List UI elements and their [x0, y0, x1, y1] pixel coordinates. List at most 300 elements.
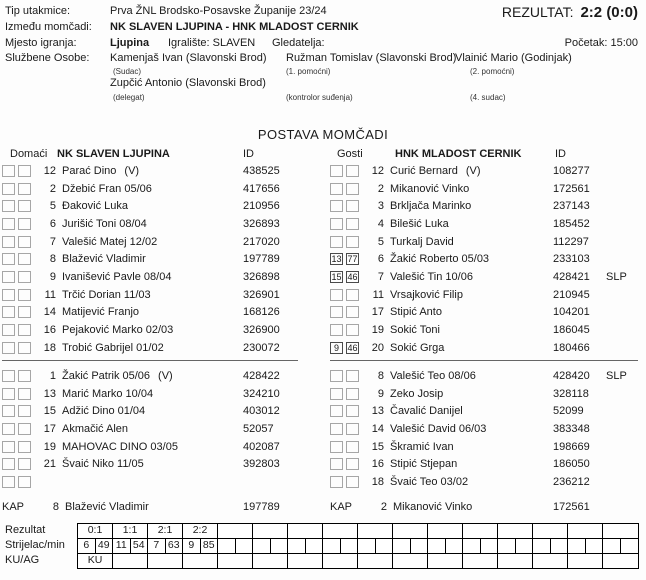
home-subs-list [2, 367, 302, 491]
sub-cell: 46 [347, 271, 358, 282]
player-name: Parać Dino [62, 164, 117, 177]
away-starters-list [330, 162, 642, 357]
sub-cell [2, 441, 15, 453]
sub-cell [18, 253, 31, 265]
player-id: 326893 [243, 217, 280, 230]
sub-cell [330, 218, 343, 230]
sub-cell [18, 370, 31, 382]
player-name: Valešić Tin 10/06 [390, 270, 473, 283]
sub-cell [18, 165, 31, 177]
sub-cell [18, 423, 31, 435]
player-id: 428420 [553, 369, 590, 382]
player-name: Brkljača Marinko [390, 200, 472, 213]
score-kuag-row [78, 554, 638, 568]
scorer-min-cell [288, 539, 306, 553]
player-id: 403012 [243, 405, 280, 418]
assistant2-role: (2. pomoćni) [470, 67, 515, 76]
away-captain-name: Mikanović Vinko [393, 500, 473, 513]
roster-row [330, 233, 642, 251]
sub-cell [2, 405, 15, 417]
player-id: 180466 [553, 341, 590, 354]
sub-cell [2, 183, 15, 195]
sub-cell [346, 476, 359, 488]
sub-cell [330, 370, 343, 382]
shirt-number: 17 [371, 306, 384, 319]
sub-cell [346, 370, 359, 382]
home-kap-label: KAP [2, 500, 25, 513]
player-name: Stipić Anto [390, 306, 442, 319]
player-name: Sokić Grga [390, 341, 445, 354]
result-label: REZULTAT: [501, 4, 574, 20]
kuag-cell [218, 554, 253, 568]
kickoff-time: Početak: 15:00 [564, 37, 638, 49]
player-id: 326900 [243, 324, 280, 337]
player-name: Sokić Toni [390, 324, 440, 337]
sub-cell [330, 289, 343, 301]
sub-cell [330, 236, 343, 248]
player-id: 230072 [243, 341, 280, 354]
teams-label: Između momčadi: [5, 21, 92, 33]
player-name: Stipić Stjepan [390, 458, 458, 471]
sub-cell [346, 458, 359, 470]
roster-row [2, 367, 302, 385]
player-name: Bilešić Luka [390, 217, 449, 230]
shirt-number: 21 [43, 458, 56, 471]
sub-cell [346, 165, 359, 177]
sub-cell [18, 441, 31, 453]
result-cell [463, 524, 498, 538]
sub-cell [330, 324, 343, 336]
result-cell [603, 524, 638, 538]
home-id-header: ID [243, 148, 254, 160]
player-id: 185452 [553, 217, 590, 230]
result-cell [568, 524, 603, 538]
match-type-label: Tip utakmice: [5, 5, 71, 17]
home-captain-name: Blažević Vladimir [65, 500, 149, 513]
score-scorers-row [78, 539, 638, 554]
roster-row-empty [2, 473, 302, 491]
sub-cell [2, 370, 15, 382]
sub-cell [18, 289, 31, 301]
scorer-min-cell [323, 539, 341, 553]
roster-row [330, 304, 642, 322]
delegate-name: Zupčić Antonio (Slavonski Brod) [110, 77, 266, 89]
assistant1-name: Ružman Tomislav (Slavonski Brod) [286, 52, 457, 64]
player-id: 328118 [553, 387, 589, 400]
roster-row [2, 215, 302, 233]
roster-row [2, 321, 302, 339]
player-id: 210945 [553, 288, 590, 301]
scorer-min-cell [253, 539, 271, 553]
result-cell: 2:2 [183, 524, 218, 538]
shirt-number: 1 [49, 369, 56, 382]
result-cell [253, 524, 288, 538]
shirt-number: 8 [377, 369, 384, 382]
kuag-cell [498, 554, 533, 568]
sub-cell [18, 342, 31, 354]
shirt-number: 20 [371, 341, 384, 354]
player-name: Adžić Dino 01/04 [62, 405, 146, 418]
match-type-value: Prva ŽNL Brodsko-Posavske Županije 23/24 [110, 5, 327, 17]
player-id: 198669 [553, 440, 590, 453]
scorer-min-cell [551, 539, 569, 553]
scorer-min-cell [446, 539, 464, 553]
player-name: Blažević Vladimir [62, 253, 146, 266]
player-id: 108277 [553, 164, 590, 177]
referee-role: (Sudac) [113, 67, 142, 76]
ground-value: Igralište: SLAVEN [168, 37, 256, 49]
roster-row [2, 455, 302, 473]
sub-cell [330, 306, 343, 318]
shirt-number: 9 [49, 270, 56, 283]
player-name: Trobić Gabrijel 01/02 [62, 341, 164, 354]
kuag-cell [323, 554, 358, 568]
home-captain-row [2, 498, 302, 515]
delegate-role: (delegat) [113, 93, 145, 102]
shirt-number: 4 [377, 217, 384, 230]
player-tag: SLP [606, 369, 627, 382]
player-name: Valešić David 06/03 [390, 422, 487, 435]
roster-row [2, 286, 302, 304]
sub-cell [18, 405, 31, 417]
assistant1-role: (1. pomoćni) [286, 67, 331, 76]
result-cell: 1:1 [113, 524, 148, 538]
roster-row [2, 438, 302, 456]
shirt-number: 5 [377, 235, 384, 248]
controller-role: (kontrolor suđenja) [286, 93, 353, 102]
roster-row [2, 420, 302, 438]
shirt-number: 2 [377, 182, 384, 195]
result-value: 2:2 (0:0) [580, 4, 638, 21]
sub-cell [346, 388, 359, 400]
shirt-number: 17 [43, 422, 56, 435]
sub-cell [330, 183, 343, 195]
kuag-cell: KU [78, 554, 113, 568]
roster-row [2, 233, 302, 251]
result-row-label: Rezultat [5, 524, 46, 536]
player-id: 428422 [243, 369, 280, 382]
sub-cell [2, 306, 15, 318]
sub-cell [346, 306, 359, 318]
player-id: 52057 [243, 422, 274, 435]
player-id: 52099 [553, 405, 584, 418]
spectators-label: Gledatelja: [272, 37, 325, 49]
sub-cell [18, 324, 31, 336]
roster-row [330, 473, 642, 491]
player-id: 104201 [553, 306, 590, 319]
result-block [502, 4, 638, 21]
roster-row [330, 197, 642, 215]
shirt-number: 5 [49, 200, 56, 213]
player-note: (V) [465, 164, 481, 177]
shirt-number: 11 [44, 288, 56, 301]
scorer-row-label: Strijelac/min [5, 539, 65, 551]
player-name: Žakić Roberto 05/03 [390, 253, 490, 266]
home-team-name: NK SLAVEN LJUPINA [57, 148, 170, 160]
sub-cell [18, 271, 31, 283]
fourth-official-role: (4. sudac) [470, 93, 506, 102]
player-id: 217020 [243, 235, 280, 248]
sub-cell [346, 200, 359, 212]
sub-cell: 77 [347, 254, 358, 265]
scorer-min-cell [236, 539, 254, 553]
home-captain-number: 8 [52, 500, 59, 513]
home-starters-list [2, 162, 302, 357]
scorer-min-cell: 54 [131, 539, 149, 553]
sub-cell [330, 458, 343, 470]
shirt-number: 7 [377, 270, 384, 283]
player-name: Švaić Niko 11/05 [62, 458, 144, 471]
shirt-number: 15 [371, 440, 384, 453]
kuag-cell [253, 554, 288, 568]
player-name: Jurišić Toni 08/04 [62, 217, 147, 230]
scorer-min-cell [516, 539, 534, 553]
away-captain-number: 2 [380, 500, 387, 513]
away-side-label: Gosti [337, 148, 363, 160]
result-cell [533, 524, 568, 538]
roster-row [330, 215, 642, 233]
kuag-cell [428, 554, 463, 568]
sub-cell [346, 324, 359, 336]
roster-row [2, 339, 302, 357]
shirt-number: 15 [43, 405, 56, 418]
sub-cell: 15 [331, 271, 342, 282]
assistant2-name: Vlainić Mario (Godinjak) [455, 52, 572, 64]
away-roster-divider [330, 360, 638, 361]
sub-cell [2, 253, 15, 265]
result-cell: 0:1 [78, 524, 113, 538]
venue-label: Mjesto igranja: [5, 37, 77, 49]
player-id: 172561 [553, 182, 590, 195]
shirt-number: 6 [377, 253, 384, 266]
scorer-min-cell [411, 539, 429, 553]
scorer-min-cell [376, 539, 394, 553]
home-captain-id: 197789 [243, 500, 280, 513]
sub-cell [330, 165, 343, 177]
player-name: Akmačić Alen [62, 422, 129, 435]
officials-label: Službene Osobe: [5, 52, 90, 64]
player-id: 168126 [243, 306, 280, 319]
sub-cell [2, 165, 15, 177]
sub-cell [2, 200, 15, 212]
roster-row [330, 321, 642, 339]
player-name: Turkalj David [390, 235, 454, 248]
sub-cell [346, 183, 359, 195]
player-name: MAHOVAC DINO 03/05 [62, 440, 178, 453]
away-subs-list [330, 367, 642, 491]
result-cell [358, 524, 393, 538]
shirt-number: 12 [43, 164, 56, 177]
player-name: Marić Marko 10/04 [62, 387, 154, 400]
player-id: 186050 [553, 458, 590, 471]
roster-row [2, 304, 302, 322]
kuag-cell [113, 554, 148, 568]
away-team-name: HNK MLADOST CERNIK [395, 148, 522, 160]
sub-cell [330, 200, 343, 212]
result-cell [323, 524, 358, 538]
shirt-number: 16 [43, 324, 56, 337]
player-tag: SLP [606, 270, 627, 283]
player-name: Džebić Fran 05/06 [62, 182, 152, 195]
roster-row [2, 250, 302, 268]
scorer-min-cell: 85 [201, 539, 219, 553]
player-id: 112297 [553, 235, 589, 248]
away-captain-row [330, 498, 642, 515]
player-name: Đaković Luka [62, 200, 129, 213]
roster-row [330, 420, 642, 438]
roster-row [330, 180, 642, 198]
scorer-min-cell: 6 [78, 539, 96, 553]
scorer-min-cell: 11 [113, 539, 131, 553]
score-progress-table [77, 523, 639, 569]
sub-cell [2, 458, 15, 470]
roster-row [330, 367, 642, 385]
scorer-min-cell [271, 539, 289, 553]
shirt-number: 2 [49, 182, 56, 195]
shirt-number: 14 [371, 422, 384, 435]
player-id: 197789 [243, 253, 280, 266]
player-id: 210956 [243, 200, 280, 213]
scorer-min-cell [481, 539, 499, 553]
roster-row [330, 162, 642, 180]
result-cell [428, 524, 463, 538]
player-id: 326898 [243, 270, 280, 283]
roster-row [2, 402, 302, 420]
player-id: 428421 [553, 270, 590, 283]
scorer-min-cell: 7 [148, 539, 166, 553]
kuag-cell [603, 554, 638, 568]
sub-cell [2, 342, 15, 354]
sub-cell [330, 405, 343, 417]
player-name: Valešić Matej 12/02 [62, 235, 158, 248]
shirt-number: 3 [377, 200, 384, 213]
roster-row [330, 268, 642, 286]
sub-cell: 13 [331, 254, 342, 265]
sub-cell [330, 476, 343, 488]
venue-place: Ljupina [110, 37, 150, 49]
result-cell: 2:1 [148, 524, 183, 538]
player-name: Trčić Dorian 11/03 [62, 288, 151, 301]
sub-cell [330, 388, 343, 400]
scorer-min-cell [428, 539, 446, 553]
scorer-min-cell: 49 [96, 539, 114, 553]
roster-row [2, 197, 302, 215]
player-id: 237143 [553, 200, 590, 213]
player-id: 383348 [553, 422, 590, 435]
result-cell [393, 524, 428, 538]
referee-name: Kamenjaš Ivan (Slavonski Brod) [110, 52, 267, 64]
sub-cell [2, 324, 15, 336]
scorer-min-cell [358, 539, 376, 553]
sub-cell [2, 271, 15, 283]
player-name: Vrsajković Filip [390, 288, 463, 301]
kuag-cell [288, 554, 323, 568]
shirt-number: 7 [49, 235, 56, 248]
scorer-min-cell [568, 539, 586, 553]
result-cell [498, 524, 533, 538]
sub-cell [18, 236, 31, 248]
roster-row [2, 162, 302, 180]
shirt-number: 13 [43, 387, 56, 400]
score-results-row [78, 524, 638, 539]
scorer-min-cell [533, 539, 551, 553]
player-note: (V) [158, 369, 173, 382]
shirt-number: 8 [49, 253, 56, 266]
player-id: 186045 [553, 324, 590, 337]
roster-row [2, 268, 302, 286]
sub-cell [18, 306, 31, 318]
scorer-min-cell [498, 539, 516, 553]
scorer-min-cell [218, 539, 236, 553]
sub-cell [346, 441, 359, 453]
sub-cell [2, 218, 15, 230]
player-name: Curić Bernard [390, 164, 458, 177]
kuag-cell [463, 554, 498, 568]
sub-cell [330, 423, 343, 435]
kuag-row-label: KU/AG [5, 554, 40, 566]
away-kap-label: KAP [330, 500, 353, 513]
player-name: Pejaković Marko 02/03 [62, 324, 174, 337]
sub-cell [2, 388, 15, 400]
teams-value: NK SLAVEN LJUPINA - HNK MLADOST CERNIK [110, 21, 359, 33]
roster-row [330, 339, 642, 357]
shirt-number: 18 [43, 341, 56, 354]
shirt-number: 19 [43, 440, 56, 453]
player-note: (V) [124, 164, 140, 177]
scorer-min-cell [393, 539, 411, 553]
sub-cell [18, 183, 31, 195]
player-name: Čavalić Danijel [390, 405, 463, 418]
sub-cell [2, 289, 15, 301]
lineup-title: POSTAVA MOMČADI [257, 127, 389, 142]
player-name: Švaić Teo 03/02 [390, 475, 469, 488]
shirt-number: 14 [43, 306, 56, 319]
player-id: 233103 [553, 253, 590, 266]
sub-cell [346, 405, 359, 417]
sub-cell [2, 236, 15, 248]
home-side-label: Domaći [10, 148, 48, 160]
sub-cell [2, 476, 15, 488]
roster-row [330, 385, 642, 403]
sub-cell [346, 289, 359, 301]
scorer-min-cell: 9 [183, 539, 201, 553]
scorer-min-cell: 63 [166, 539, 184, 553]
kuag-cell [358, 554, 393, 568]
player-name: Matijević Franjo [62, 306, 140, 319]
roster-row [2, 180, 302, 198]
player-id: 326901 [243, 288, 280, 301]
player-name: Ivanišević Pavle 08/04 [62, 270, 172, 283]
kuag-cell [533, 554, 568, 568]
sub-cell [18, 200, 31, 212]
shirt-number: 11 [372, 288, 384, 301]
sub-cell [18, 218, 31, 230]
player-id: 417656 [243, 182, 280, 195]
result-cell [218, 524, 253, 538]
kuag-cell [183, 554, 218, 568]
sub-cell: 46 [347, 342, 358, 353]
sub-cell [346, 236, 359, 248]
roster-row [2, 385, 302, 403]
player-name: Škramić Ivan [390, 440, 454, 453]
sub-cell [346, 423, 359, 435]
roster-row [330, 286, 642, 304]
shirt-number: 12 [371, 164, 384, 177]
kuag-cell [148, 554, 183, 568]
away-id-header: ID [555, 148, 566, 160]
sub-cell: 9 [330, 342, 343, 354]
home-roster-divider [2, 360, 298, 361]
